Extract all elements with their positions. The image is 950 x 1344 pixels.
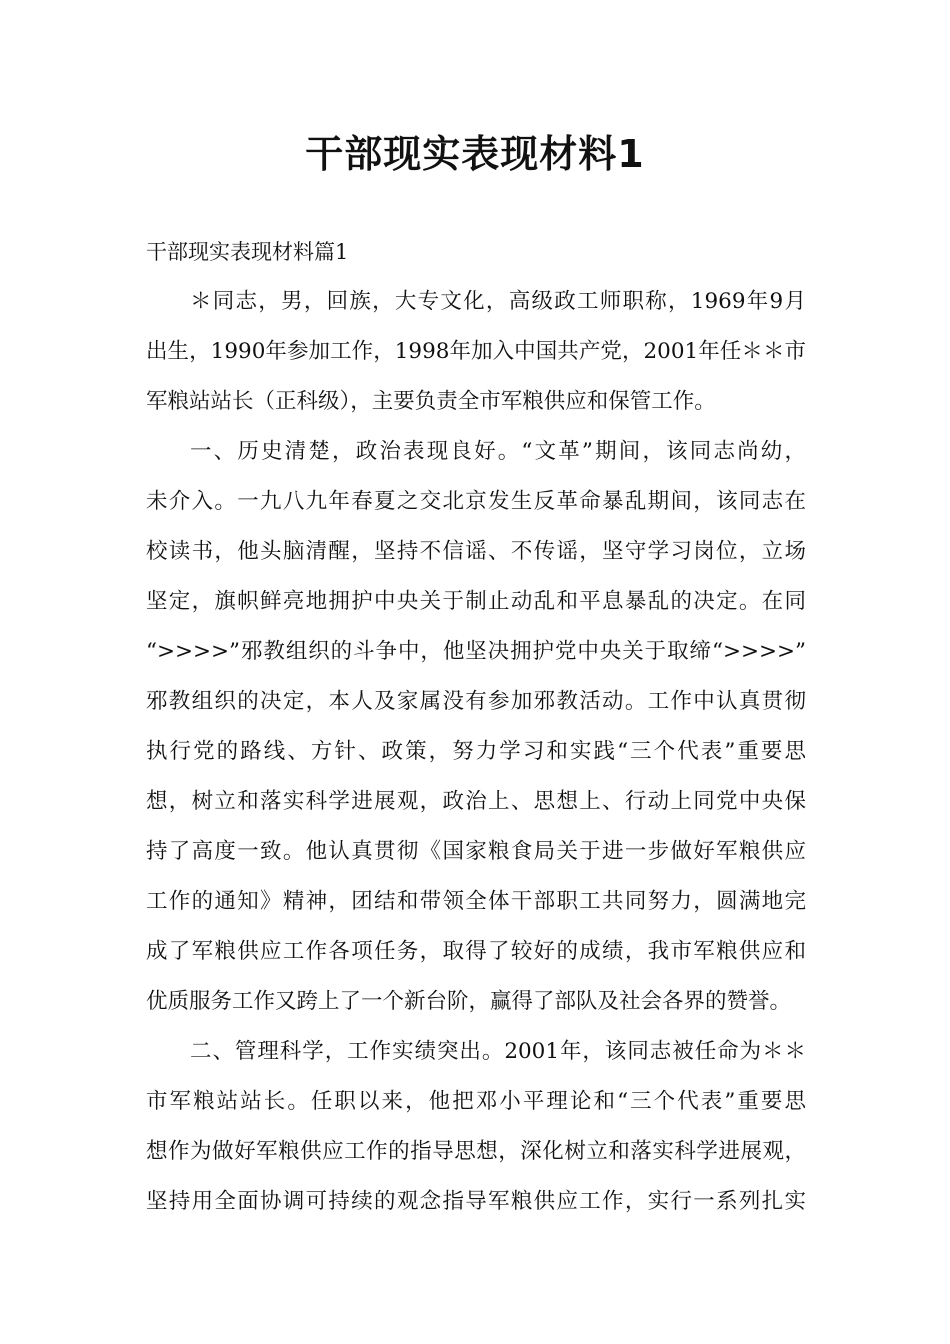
text-line: 二、管理科学，工作实绩突出。2001年，该同志被任命为＊＊ — [190, 1039, 806, 1064]
text-line: 想作为做好军粮供应工作的指导思想，深化树立和落实科学进展观， — [146, 1139, 806, 1164]
text-line: 优质服务工作又跨上了一个新台阶，赢得了部队及社会各界的赞誉。 — [146, 989, 792, 1014]
text-line: 邪教组织的决定，本人及家属没有参加邪教活动。工作中认真贯彻 — [146, 689, 806, 714]
text-line: 校读书，他头脑清醒，坚持不信谣、不传谣，坚守学习岗位，立场 — [146, 539, 806, 564]
section-subtitle: 干部现实表现材料篇1 — [146, 240, 349, 264]
text-line: 军粮站站长（正科级），主要负责全市军粮供应和保管工作。 — [146, 389, 716, 414]
text-line: 坚持用全面协调可持续的观念指导军粮供应工作，实行一系列扎实 — [146, 1189, 806, 1214]
text-line: 成了军粮供应工作各项任务，取得了较好的成绩，我市军粮供应和 — [146, 939, 806, 964]
text-line: 想，树立和落实科学进展观，政治上、思想上、行动上同党中央保 — [146, 789, 806, 814]
page-title: 干部现实表现材料1 — [305, 132, 645, 176]
text-line: ＊同志，男，回族，大专文化，高级政工师职称，1969年9月 — [190, 289, 806, 314]
text-line: 一、历史清楚，政治表现良好。“文革”期间，该同志尚幼， — [190, 439, 806, 464]
text-line: 未介入。一九八九年春夏之交北京发生反革命暴乱期间，该同志在 — [146, 489, 806, 514]
text-line: 持了高度一致。他认真贯彻《国家粮食局关于进一步做好军粮供应 — [146, 839, 806, 864]
text-line: 工作的通知》精神，团结和带领全体干部职工共同努力，圆满地完 — [146, 889, 806, 914]
text-line: 出生，1990年参加工作，1998年加入中国共产党，2001年任＊＊市 — [146, 339, 806, 364]
text-line: “>>>>”邪教组织的斗争中，他坚决拥护党中央关于取缔“>>>>” — [146, 639, 806, 664]
text-line: 坚定，旗帜鲜亮地拥护中央关于制止动乱和平息暴乱的决定。在同 — [146, 589, 806, 614]
text-line: 市军粮站站长。任职以来，他把邓小平理论和“三个代表”重要思 — [146, 1089, 806, 1114]
text-line: 执行党的路线、方针、政策，努力学习和实践“三个代表”重要思 — [146, 739, 806, 764]
